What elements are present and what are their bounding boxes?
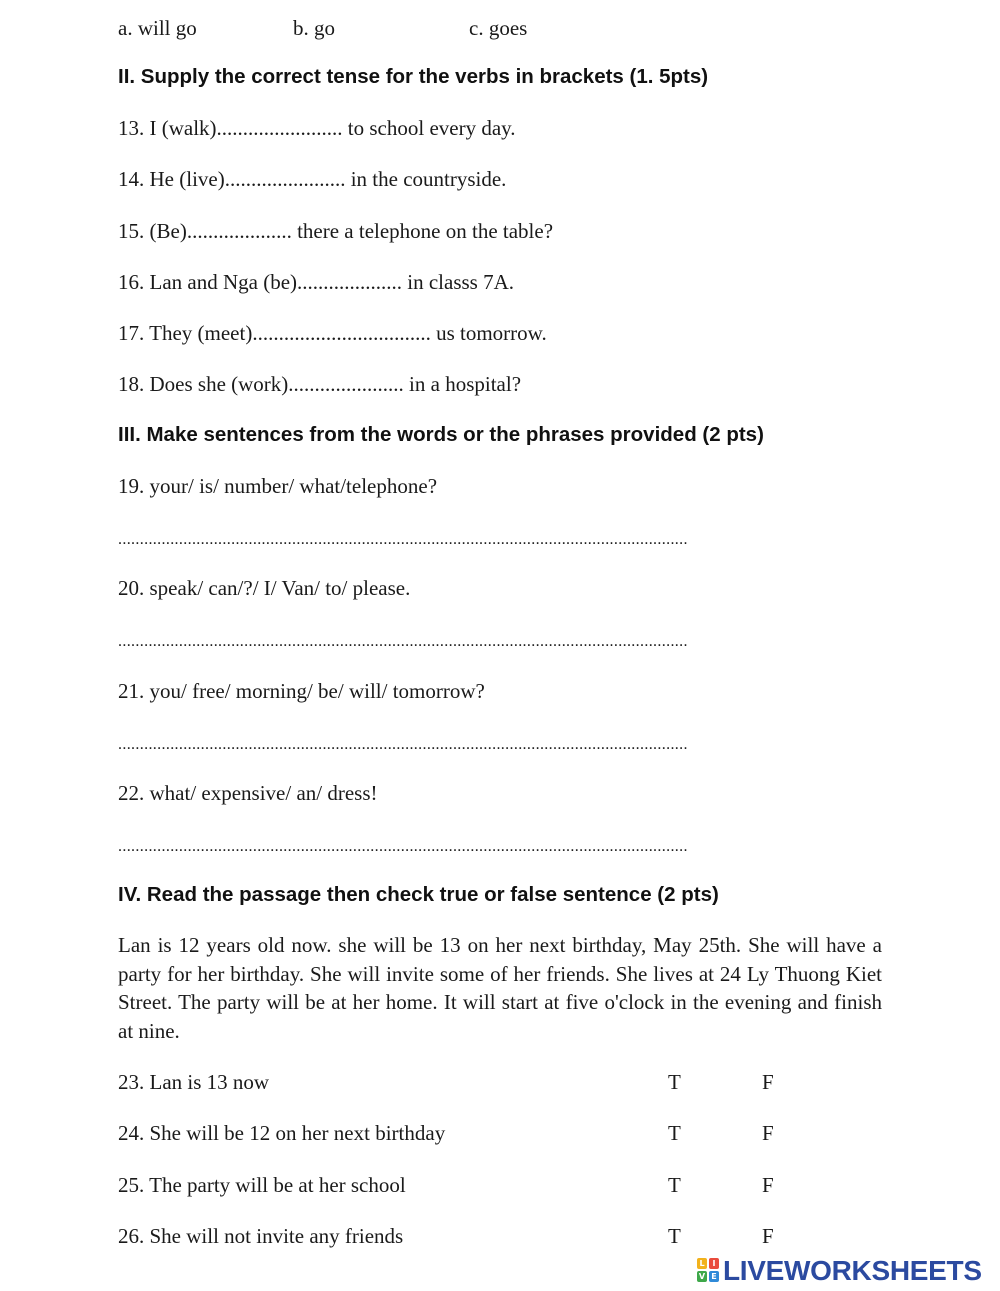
section-2-heading: II. Supply the correct tense for the verbs in brackets (1. 5pts) xyxy=(118,65,709,88)
logo-tile-v: V xyxy=(698,1272,706,1281)
question-14: 14. He (live)....................... in the countryside. xyxy=(118,167,507,191)
question-15: 15. (Be).................... there a telephone on the table? xyxy=(118,219,554,243)
section-4-heading: IV. Read the passage then check true or false sentence (2 pts) xyxy=(118,883,719,906)
false-option-24[interactable]: F xyxy=(762,1121,774,1145)
answer-line-21[interactable]: ................................................................................................................................... xyxy=(118,736,688,753)
question-22: 22. what/ expensive/ an/ dress! xyxy=(118,781,378,805)
liveworksheets-logo xyxy=(697,1256,982,1286)
answer-line-20[interactable]: ................................................................................................................................... xyxy=(118,633,688,650)
answer-line-22[interactable]: ................................................................................................................................... xyxy=(118,838,688,855)
option-c: c. goes xyxy=(469,16,528,40)
question-13: 13. I (walk)........................ to school every day. xyxy=(118,116,516,140)
true-option-24[interactable]: T xyxy=(668,1121,681,1145)
false-option-26[interactable]: F xyxy=(762,1224,774,1248)
option-a: a. will go xyxy=(118,16,197,40)
question-18: 18. Does she (work)...................... in a hospital? xyxy=(118,372,522,396)
logo-tile-l: L xyxy=(697,1258,707,1269)
true-option-25[interactable]: T xyxy=(668,1173,681,1197)
section-3-heading: III. Make sentences from the words or the phrases provided (2 pts) xyxy=(118,423,764,446)
question-21: 21. you/ free/ morning/ be/ will/ tomorrow? xyxy=(118,679,485,703)
logo-tile-e: E xyxy=(709,1271,719,1282)
false-option-25[interactable]: F xyxy=(762,1173,774,1197)
statement-24: 24. She will be 12 on her next birthday xyxy=(118,1121,446,1145)
true-option-26[interactable]: T xyxy=(668,1224,681,1248)
statement-26: 26. She will not invite any friends xyxy=(118,1224,404,1248)
statement-25: 25. The party will be at her school xyxy=(118,1173,406,1197)
true-option-23[interactable]: T xyxy=(668,1070,681,1094)
liveworksheets-wordmark: LIVEWORKSHEETS xyxy=(723,1255,982,1286)
liveworksheets-logo-icon xyxy=(697,1258,721,1284)
question-16: 16. Lan and Nga (be).................... in classs 7A. xyxy=(118,270,515,294)
statement-23: 23. Lan is 13 now xyxy=(118,1070,270,1094)
option-b: b. go xyxy=(293,16,335,40)
answer-line-19[interactable]: ................................................................................................................................... xyxy=(118,531,688,548)
reading-passage: Lan is 12 years old now. she will be 13 on her next birthday, May 25th. She will have a party for her birthday. She will invite some of her friends. She lives at 24 Ly Thuong Kiet Street. The party will be at her home. It will start at five o'clock in the evening and finish at nine. xyxy=(118,933,882,1043)
false-option-23[interactable]: F xyxy=(762,1070,774,1094)
question-20: 20. speak/ can/?/ I/ Van/ to/ please. xyxy=(118,576,411,600)
logo-tile-i: I xyxy=(709,1258,719,1269)
question-17: 17. They (meet).................................. us tomorrow. xyxy=(118,321,547,345)
question-19: 19. your/ is/ number/ what/telephone? xyxy=(118,474,438,498)
